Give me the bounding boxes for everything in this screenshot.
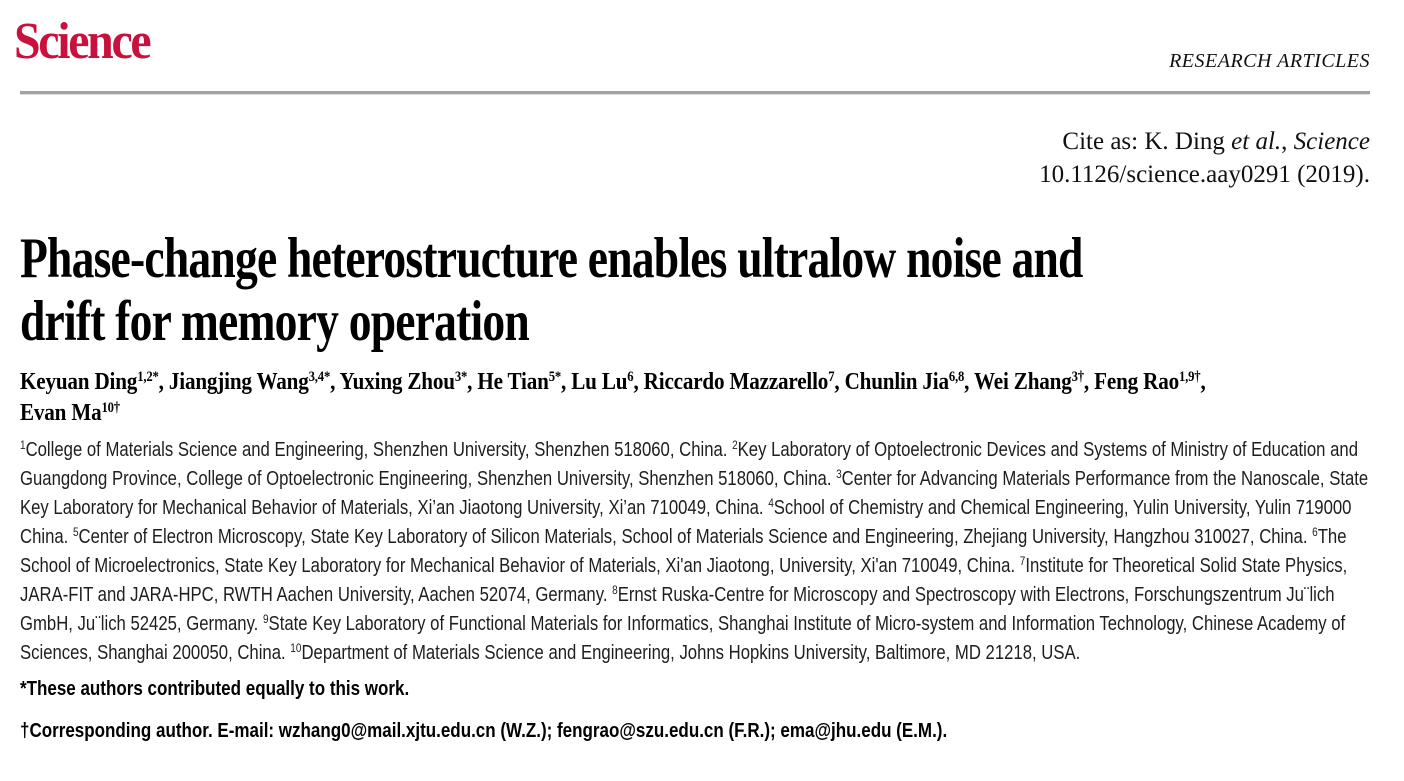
- superscript: 6,8: [948, 369, 965, 386]
- superscript: 7: [1019, 554, 1026, 569]
- footnote-equal-contribution: *These authors contributed equally to this work.: [20, 678, 410, 700]
- text-run: ,: [467, 369, 478, 395]
- text-run: Department of Materials Science and Engineering, Johns Hopkins University, Baltimore, MD 21218, USA.: [301, 641, 1081, 664]
- superscript: 3: [836, 467, 842, 482]
- text-run: ,: [561, 369, 572, 395]
- superscript: 7: [828, 369, 835, 386]
- italic-run: Science: [1293, 128, 1370, 155]
- superscript: 8: [612, 583, 618, 598]
- superscript: 2: [732, 438, 738, 453]
- superscript: 3,4*: [308, 369, 331, 386]
- text-run: The School of Microelectronics, State Key Laboratory for Mechanical Behavior of Materials, Xi'an Jiaotong, University, Xi'an 710049, China.: [20, 525, 1347, 577]
- text-run: ,: [1200, 369, 1206, 395]
- text-run: Institute for Theoretical Solid State Physics, JARA-FIT and JARA-HPC, RWTH Aachen University, Aachen 52074, Germany.: [20, 554, 1348, 606]
- text-run: Feng Rao: [1094, 369, 1179, 395]
- affiliations-paragraph: [20, 435, 1370, 667]
- text-run: Center for Advancing Materials Performance from the Nanoscale, State Key Laboratory for Mechanical Behavior of Materials, Xi’an Jiaotong University, Xi’an 710049, China.: [20, 467, 1369, 519]
- italic-run: et al.: [1231, 128, 1282, 155]
- section-label: RESEARCH ARTICLES: [1169, 50, 1370, 72]
- text-run: Ernst Ruska-Centre for Microscopy and Spectroscopy with Electrons, Forschungszentrum Ju¨lich GmbH, Ju¨lich 52425, Germany.: [20, 583, 1335, 635]
- text-run: 10.1126/science.aay0291 (2019).: [1039, 161, 1370, 188]
- superscript: 1: [20, 438, 26, 453]
- text-run: School of Chemistry and Chemical Engineering, Yulin University, Yulin 719000 China.: [20, 496, 1352, 548]
- text-run: Chunlin Jia: [844, 369, 949, 395]
- article-title: [20, 227, 1380, 353]
- superscript: 4: [768, 496, 774, 511]
- text-run: Wei Zhang: [974, 369, 1072, 395]
- text-run: Evan Ma: [20, 400, 102, 426]
- text-run: He Tian: [477, 369, 549, 395]
- text-run: ,: [1083, 369, 1095, 395]
- text-run: Riccardo Mazzarello: [643, 369, 829, 395]
- text-run: Center of Electron Microscopy, State Key Laboratory of Silicon Materials, School of Materials Science and Engineering, Zhejiang University, Hangzhou 310027, China.: [78, 525, 1313, 548]
- superscript: 10: [290, 641, 302, 656]
- masthead-divider-rule: [20, 91, 1370, 95]
- science-logo: Science: [14, 13, 150, 70]
- article-title-line-1: Phase-change heterostructure enables ultralow noise and: [20, 227, 1083, 290]
- text-run: Keyuan Ding: [20, 369, 138, 395]
- text-run: Lu Lu: [571, 369, 628, 395]
- superscript: 1,9†: [1178, 369, 1201, 386]
- text-run: Yuxing Zhou: [339, 369, 455, 395]
- citation-block: [20, 125, 1370, 191]
- superscript: 6: [627, 369, 634, 386]
- footnote-corresponding-author: †Corresponding author. E-mail: wzhang0@mail.xjtu.edu.cn (W.Z.); fengrao@szu.edu.cn (F.R.); ema@jhu.edu (E.M.).: [20, 720, 948, 742]
- masthead: [14, 0, 1370, 91]
- text-run: ,: [964, 369, 975, 395]
- superscript: 10†: [101, 400, 120, 417]
- superscript: 5: [72, 525, 79, 540]
- authors-line: [20, 367, 1404, 429]
- text-run: ,: [158, 369, 169, 395]
- text-run: Cite as: K. Ding: [1062, 128, 1232, 155]
- superscript: 6: [1312, 525, 1318, 540]
- text-run: ,: [1281, 128, 1294, 155]
- text-run: Key Laboratory of Optoelectronic Devices and Systems of Ministry of Education and Guangdong Province, College of Optoelectronic Engineering, Shenzhen University, Shenzhen 518060, China.: [20, 438, 1358, 490]
- text-run: ,: [633, 369, 644, 395]
- superscript: 1,2*: [137, 369, 159, 386]
- text-run: ,: [330, 369, 340, 395]
- superscript: 3†: [1071, 369, 1084, 386]
- citation-line-2: [20, 158, 1370, 191]
- citation-line-1: [20, 125, 1370, 158]
- text-run: College of Materials Science and Engineering, Shenzhen University, Shenzhen 518060, China.: [25, 438, 733, 461]
- article-title-line-2: drift for memory operation: [20, 290, 529, 353]
- superscript: 5*: [548, 369, 562, 386]
- superscript: 9: [262, 612, 269, 627]
- text-run: ,: [834, 369, 845, 395]
- text-run: Jiangjing Wang: [168, 369, 309, 395]
- superscript: 3*: [454, 369, 468, 386]
- text-run: State Key Laboratory of Functional Materials for Informatics, Shanghai Institute of Micro-system and Information Technology, Chinese Academy of Sciences, Shanghai 200050, China.: [20, 612, 1346, 664]
